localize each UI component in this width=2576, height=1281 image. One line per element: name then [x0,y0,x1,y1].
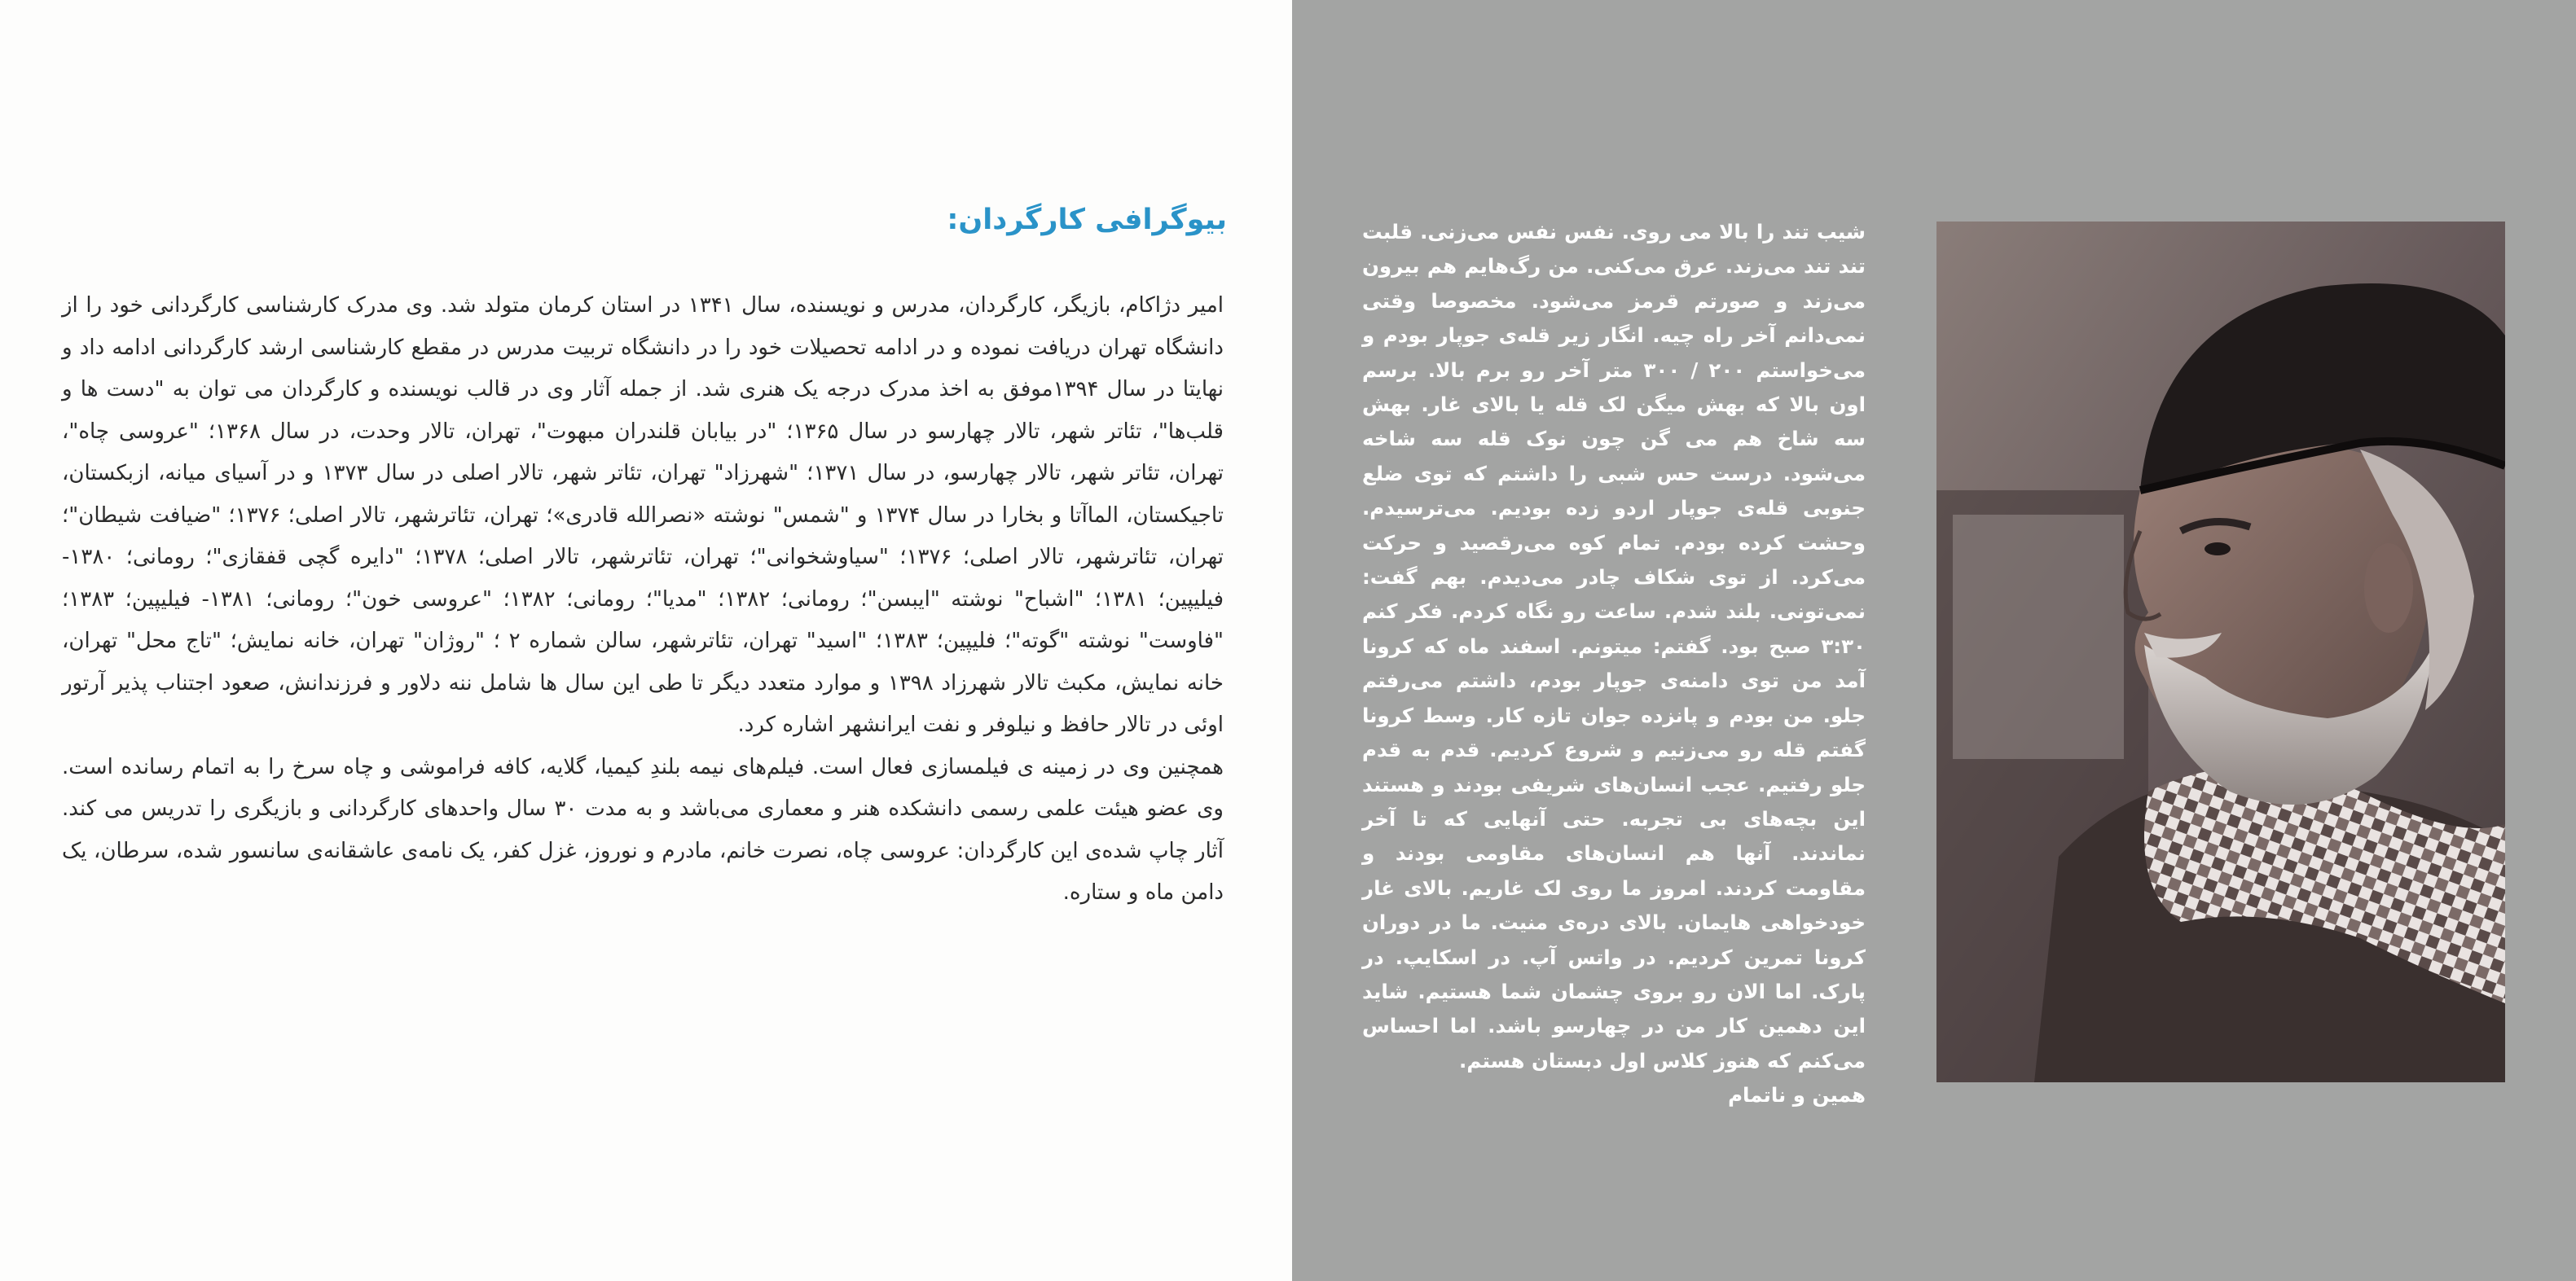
note-page [1292,0,2576,1281]
director-note [1362,215,1866,1113]
director-note-signature: همین و ناتمام [1728,1083,1866,1108]
biography-paragraph: همچنین وی در زمینه ی فیلمسازی فعال است. فیلم‌های نیمه بلندِ کیمیا، گلایه، کافه فراموشی و چاه سرخ را به اتمام رسانده است. وی عضو هیئت علمی رسمی دانشکده هنر و معماری می‌باشد و به مدت ۳۰ سال واحدهای کارگردانی و بازیگری را تدریس می کند. آثار چاپ شده‌ی این کارگردان: عروسی چاه، نصرت خانم، مادرم و نوروز، غزل کفر، یک نامه‌ی عاشقانه‌ی سانسور شده، سرطان، یک دامن ماه و ستاره. [62,754,1224,905]
biography-body [62,285,1224,915]
director-portrait-photo [1936,222,2505,1082]
director-note-body: شیب تند را بالا می روی. نفس نفس می‌زنی. قلبت تند تند می‌زند. عرق می‌کنی. من رگ‌هایم هم بیرون می‌زند و صورتم قرمز می‌شود. مخصوصا وقتی نمی‌دانم آخر راه چیه. انگار زیر قله‌ی جوپار بودم و می‌خواستم ۲۰۰ / ۳۰۰ متر آخر رو برم بالا. برسم اون بالا که بهش میگن لک قله یا بالای غار. بهش سه شاخ هم می گن چون نوک قله سه شاخه می‌شود. درست حس شبی را داشتم که توی ضلع جنوبی قله‌ی جوپار اردو زده بودیم. می‌ترسیدم. وحشت کرده بودم. تمام کوه می‌رقصید و حرکت می‌کرد. از توی شکاف چادر می‌دیدم. بهم گفت: نمی‌تونی. بلند شدم. ساعت رو نگاه کردم. فکر کنم ۳:۳۰ صبح بود. گفتم: میتونم. اسفند ماه که کرونا آمد من توی دامنه‌ی جوپار بودم، داشتم می‌رفتم جلو. من بودم و پانزده جوان تازه کار. وسط کرونا گفتم قله رو می‌زنیم و شروع کردیم. قدم به قدم جلو رفتیم. عجب انسان‌های شریفی بودند و هستند این بچه‌های بی تجربه. حتی آنهایی که تا آخر نماندند. آنها هم انسان‌های مقاومی بودند و مقاومت کردند. امروز ما روی لک غاریم. بالای غار خودخواهی هایمان. بالای دره‌ی منیت. ما در دوران کرونا تمرین کردیم. در واتس آپ. در اسکایپ. در پارک. اما الان رو بروی چشمان شما هستیم. شاید این دهمین کار من در چهارسو باشد. اما احساس می‌کنم که هنوز کلاس اول دبستان هستم. [1362,220,1866,1073]
biography-paragraph: امیر دژاکام، بازیگر، کارگردان، مدرس و نویسنده، سال ۱۳۴۱ در استان کرمان متولد شد. وی مدرک کارشناسی کارگردانی خود را از دانشگاه تهران دریافت نموده و در ادامه تحصیلات خود را در دانشگاه تربیت مدرس در مقطع کارشناسی ارشد کارگردانی ادامه داد و نهایتا در سال ۱۳۹۴موفق به اخذ مدرک درجه یک هنری شد. از جمله آثار وی در قالب نویسنده و کارگردان می توان به "دست ها و قلب‌ها"، تئاتر شهر، تالار چهارسو در سال ۱۳۶۵؛ "در بیابان قلندران مبهوت"، تهران، تالار وحدت، در سال ۱۳۶۸؛ "عروسی چاه"، تهران، تئاتر شهر، تالار چهارسو، در سال ۱۳۷۱؛ "شهرزاد" تهران، تئاتر شهر، تالار اصلی در سال ۱۳۷۳ و در آسیای میانه، ازبکستان، تاجیکستان، الماآتا و بخارا در سال ۱۳۷۴ و "شمس" نوشته «نصرالله قادری»؛ تهران، تئاترشهر، تالار اصلی؛ ۱۳۷۶؛ "ضیافت شیطان"؛ تهران، تئاترشهر، تالار اصلی؛ ۱۳۷۶؛ "سیاوشخوانی"؛ تهران، تئاترشهر، تالار اصلی؛ ۱۳۷۸؛ "دایره گچی قفقازی"؛ رومانی؛ ۱۳۸۰-فیلیپین؛ ۱۳۸۱؛ "اشباح" نوشته "ایبسن"؛ رومانی؛ ۱۳۸۲؛ "مدیا"؛ رومانی؛ ۱۳۸۲؛ "عروسی خون"؛ رومانی؛ ۱۳۸۱- فیلیپین؛ ۱۳۸۳؛ "فاوست" نوشته "گوته"؛ فلیپین؛ ۱۳۸۳؛ "اسید" تهران، تئاترشهر، سالن شماره ۲ ؛ "روژان" تهران، خانه نمایش؛ "تاج محل" تهران، خانه نمایش، مکبث تالار شهرزاد ۱۳۹۸ و موارد متعدد دیگر تا طی این سال ها شامل ننه دلاور و فرزندانش، صعود اجتناب پذیر آرتور اوئی در تالار حافظ و نیلوفر و نفت ایرانشهر اشاره کرد. [62,293,1224,737]
portrait-illustration [1936,222,2505,1082]
biography-title: بیوگرافی کارگردان: [947,204,1227,236]
